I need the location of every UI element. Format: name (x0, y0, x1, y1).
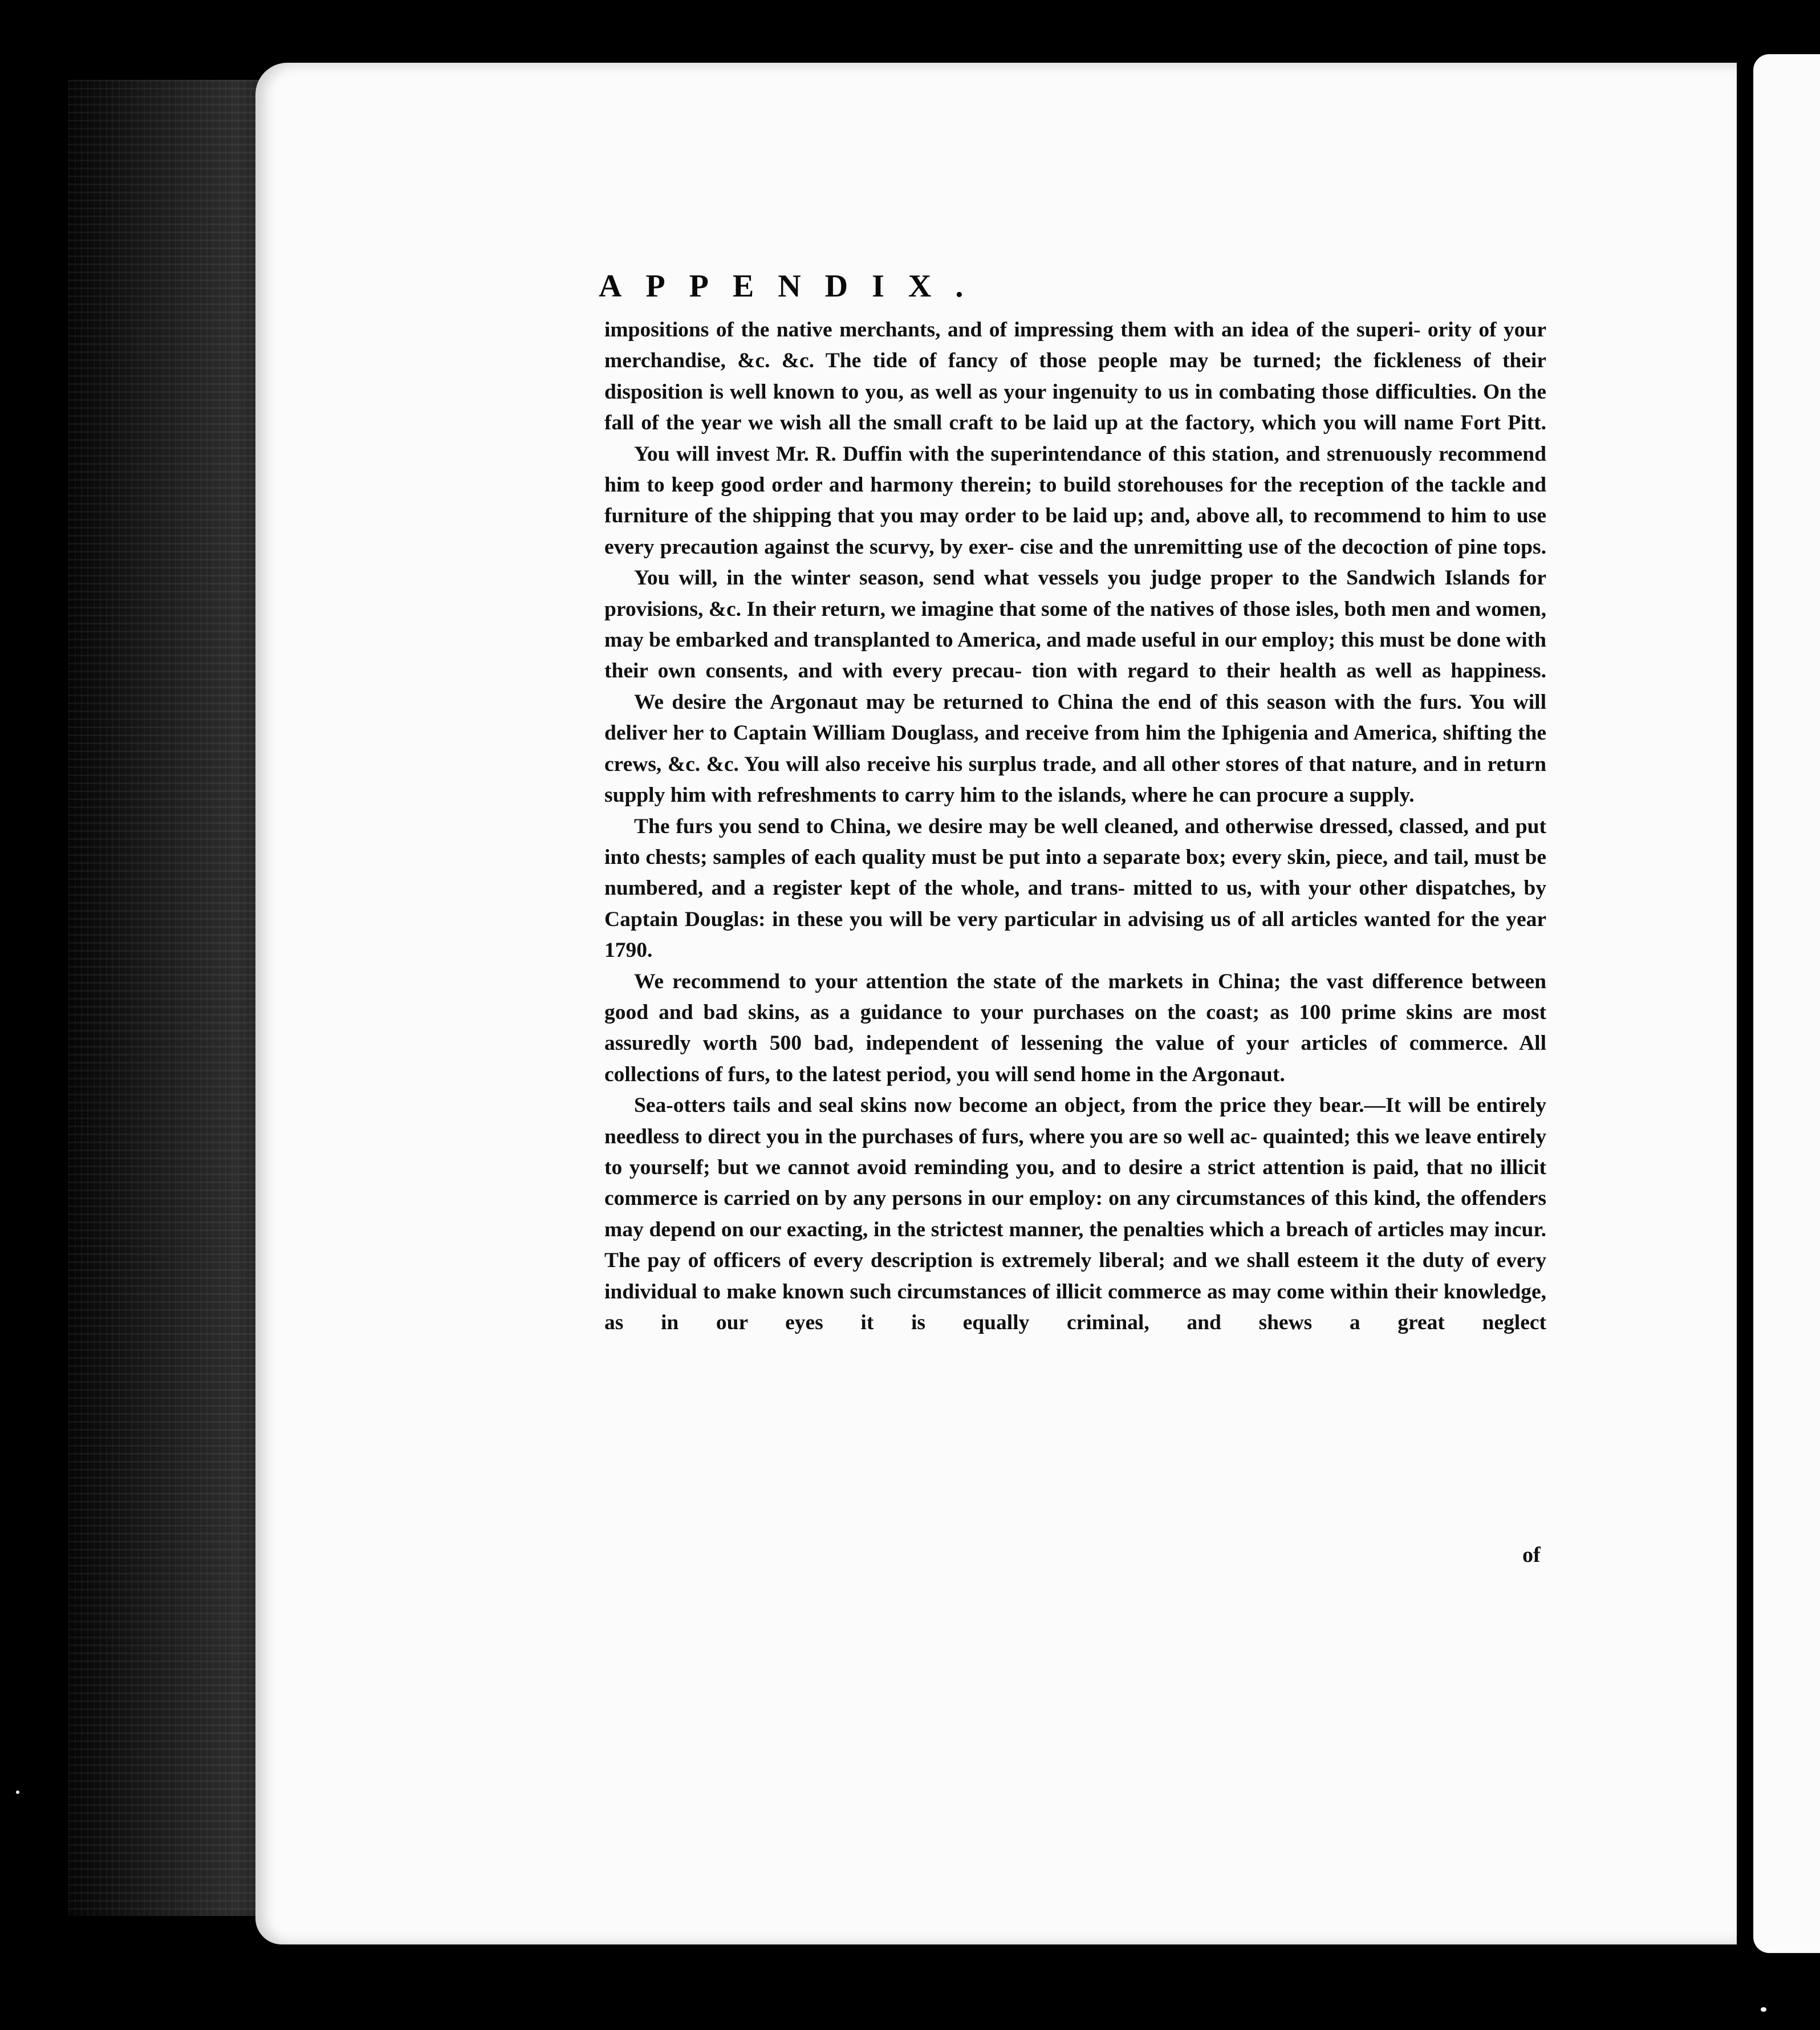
paragraph: Sea-otters tails and seal skins now become an object, from the price they bear.—It will be entirely needless to direct you in the purchases of furs, where you are so well ac- quainted; this we leave entirely to yourself; but we cannot avoid reminding you, and to desire a strict attention is paid, that no illicit commerce is carried on by any persons in our employ: on any circumstances of this kind, the offenders may depend on our exacting, in the strictest manner, the penalties which a breach of articles may incur. The pay of officers of every description is extremely liberal; and we shall esteem it the duty of every individual to make known such circumstances of illicit commerce as may come within their knowledge, as in our eyes it is equally criminal, and shews a great neglect (604, 1094, 1546, 1334)
paragraph: We recommend to your attention the state of the markets in China; the vast difference between good and bad skins, as a guidance to your purchases on the coast; as 100 prime skins are most assuredly worth 500 bad, independent of lessening the value of your articles of commerce. All collections of furs, to the latest period, you will send home in the Argonaut. (604, 969, 1546, 1086)
page-header: APPENDIX. (599, 269, 988, 304)
scan-speck (16, 1791, 19, 1794)
paragraph: We desire the Argonaut may be returned to China the end of this season with the furs. You will deliver her to Captain William Douglass, and receive from him the Iphigenia and America, shifting the crews, &c. &c. You will also receive his surplus trade, and all other stores of that nature, and in return supply him with refreshments to carry him to the islands, where he can procure a supply. (604, 690, 1546, 807)
body-text (604, 315, 1546, 1338)
scan-speck (1761, 2007, 1766, 2012)
catchword: of (1522, 1543, 1541, 1567)
paragraph: impositions of the native merchants, and of impressing them with an idea of the superi- ority of your merchandise, &c. &c. The tide of fancy of those people may be turned; the fickleness of their disposition is well known to you, as well as your ingenuity to us in combating those difficulties. On the fall of the year we wish all the small craft to be laid up at the factory, which you will name Fort Pitt. (604, 318, 1546, 435)
paragraph: You will, in the winter season, send what vessels you judge proper to the Sandwich Islands for provisions, &c. In their return, we imagine that some of the natives of those isles, both men and women, may be embarked and transplanted to America, and made useful in our employ; this must be done with their own consents, and with every precau- tion with regard to their health as well as happiness. (604, 566, 1546, 683)
page-gutter (1737, 54, 1753, 1953)
paragraph: You will invest Mr. R. Duffin with the superintendance of this station, and strenuously recommend him to keep good order and harmony therein; to build storehouses for the reception of the tackle and furniture of the shipping that you may order to be laid up; and, above all, to recommend to him to use every precaution against the scurvy, by exer- cise and the unremitting use of the decoction of pine tops. (604, 442, 1546, 559)
paragraph: The furs you send to China, we desire may be well cleaned, and otherwise dressed, classed, and put into chests; samples of each quality must be put into a separate box; every skin, piece, and tail, must be numbered, and a register kept of the whole, and trans- mitted to us, with your other dispatches, by Captain Douglas: in these you will be very particular in advising us of all articles wanted for the year 1790. (604, 814, 1546, 963)
page-right-edge (1753, 54, 1820, 1953)
